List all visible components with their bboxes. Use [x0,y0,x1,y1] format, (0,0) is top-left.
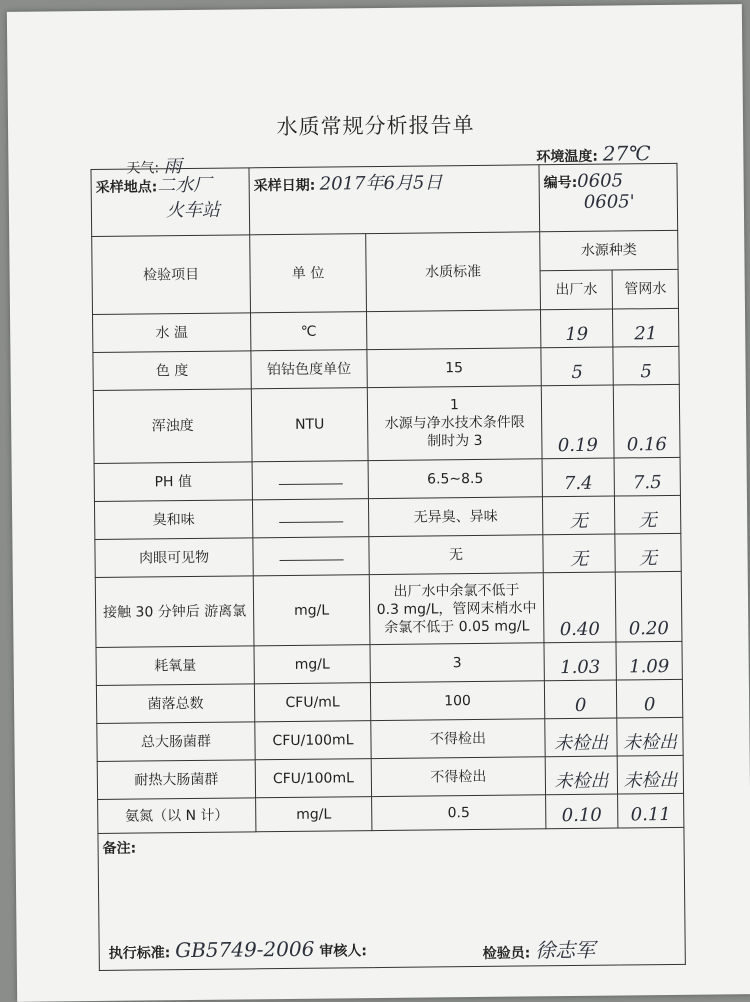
handwritten-value: 21 [634,323,658,345]
header-source-type: 水源种类 [540,230,678,270]
handwritten-value: 无 [569,548,589,571]
standard-line: 0.3 mg/L，管网末梢水中 [376,599,537,618]
factory-water-value [544,680,616,719]
handwritten-value: 7.5 [632,472,662,494]
sampling-date-value: 2017年6月5日 [319,172,443,195]
handwritten-value: 无 [638,548,658,570]
sample-code-cell [539,163,678,231]
test-unit: mg/L [256,797,372,832]
header-unit: 单 位 [250,234,367,313]
table-row [96,679,682,723]
test-item: 耗氧量 [96,646,254,686]
header-standard: 水质标准 [366,232,541,312]
pipe-water-value [614,457,680,496]
handwritten-value: 0.20 [628,617,669,640]
handwritten-value: 7.4 [563,472,593,495]
pipe-water-value [612,308,678,347]
handwritten-value: 5 [571,361,583,383]
table-row [96,641,682,685]
table-row [93,346,679,390]
blank-line [279,553,343,561]
handwritten-value: 0.40 [559,618,600,641]
pipe-water-value [617,755,683,794]
test-unit: CFU/mL [254,683,370,722]
standard-line: 无 [448,546,464,563]
test-unit [252,499,368,538]
factory-water-value [544,642,616,681]
inspector-value: 徐志军 [535,937,596,963]
footer-right [483,934,596,964]
handwritten-value: 0.19 [557,434,599,457]
standard-line: 不得检出 [429,730,487,747]
handwritten-value: 0 [574,694,587,716]
pipe-water-value [613,346,679,385]
table-row [97,717,683,761]
quality-standard [369,535,543,575]
test-unit [253,537,369,576]
env-temp-value: 27℃ [602,141,651,166]
pipe-water-value [618,793,684,828]
pipe-water-value [616,641,682,680]
quality-standard [368,459,542,499]
quality-standard [372,795,546,831]
inspector-label: 检验员: [482,945,531,962]
handwritten-value: 无 [569,510,588,533]
standard-line: 不得检出 [430,768,487,785]
handwritten-value: 未检出 [622,731,678,754]
test-item: 氨氮（以 N 计） [98,798,256,834]
test-item: 接触 30 分钟后 游离氯 [95,576,254,648]
standard-line: 制时为 3 [427,432,483,450]
quality-standard [368,497,542,537]
quality-standard [367,348,541,388]
handwritten-value: 1.03 [560,656,601,679]
sampling-location-line2: 火车站 [165,199,221,222]
factory-water-value [543,534,615,573]
standard-line: 出厂水中余氯不低于 [393,582,520,600]
sampling-date-label: 采样日期: [253,177,316,195]
footer-left [109,936,367,963]
report-title: 水质常规分析报告单 [276,112,475,140]
analysis-table [90,163,685,971]
standard-line: 3 [452,654,462,671]
quality-standard [370,643,544,683]
table-row [97,755,683,799]
factory-water-value [546,794,618,829]
test-unit [252,461,368,500]
sampling-row [91,163,678,236]
table-row [93,384,680,463]
test-unit: mg/L [254,645,370,684]
reviewer-label: 审核人: [319,943,367,960]
test-item: 菌落总数 [96,684,254,724]
test-item: 水 温 [93,313,251,353]
test-item: 肉眼可见物 [95,538,253,578]
test-item: PH 值 [94,462,252,502]
test-item: 总大肠菌群 [97,722,255,762]
standard-line: 0.5 [447,804,470,821]
pipe-water-value [616,679,682,718]
test-unit: CFU/100mL [255,759,371,798]
table-row [94,457,680,501]
test-unit: ℃ [251,312,367,351]
factory-water-value [541,347,613,386]
sample-code-line1: 0605 [577,170,624,192]
sample-code-line2: 0605' [583,191,635,213]
quality-standard [371,757,545,797]
table-row [94,495,680,539]
table-row [95,571,682,647]
test-unit: mg/L [253,575,370,646]
header-item: 检验项目 [92,235,251,315]
factory-water-value [545,756,617,795]
quality-standard [367,386,542,461]
blank-line [278,477,342,485]
blank-line [279,515,343,523]
test-item: 浑浊度 [93,389,252,464]
table-row [93,308,679,352]
sample-code-label: 编号: [543,174,578,192]
header-factory-water: 出厂水 [540,270,612,310]
quality-standard [370,681,544,721]
handwritten-value: 5 [640,361,652,383]
exec-standard-value: GB5749-2006 [175,936,315,963]
weather-label: 天气: [126,160,160,177]
test-unit: NTU [251,388,368,462]
test-item: 色 度 [93,351,251,391]
test-item: 臭和味 [94,500,252,540]
handwritten-value: 0.11 [630,803,671,826]
sampling-location-label: 采样地点: [95,179,158,196]
header-row [92,230,678,275]
factory-water-value [542,496,614,535]
sampling-location-line1: 二水厂 [157,174,212,197]
factory-water-value [542,458,614,497]
env-temp-label: 环境温度: [536,148,599,166]
pipe-water-value [614,495,680,534]
test-unit: 铂钴色度单位 [251,350,367,389]
sampling-date-cell [249,165,540,235]
handwritten-value: 未检出 [623,769,678,792]
factory-water-value [540,309,612,348]
pipe-water-value [615,571,682,642]
standard-line: 1 [449,397,460,414]
pipe-water-value [615,533,681,572]
exec-standard-label: 执行标准: [108,945,171,962]
standard-line: 6.5~8.5 [427,470,484,487]
pipe-water-value [613,384,680,458]
quality-standard [369,573,544,645]
test-unit: CFU/100mL [255,721,371,760]
test-item: 耐热大肠菌群 [97,760,255,800]
handwritten-value: 未检出 [553,732,609,755]
quality-standard [366,310,540,350]
weather-value: 雨 [163,156,182,178]
handwritten-value: 0.16 [626,433,668,456]
factory-water-value [543,572,616,643]
handwritten-value: 0.10 [561,804,602,827]
sampling-location-cell [91,168,250,237]
handwritten-value: 未检出 [554,770,609,793]
standard-line: 无异臭、异味 [413,508,498,526]
handwritten-value: 0 [643,694,656,716]
standard-line: 100 [444,692,472,709]
standard-line: 15 [445,359,464,376]
standard-line: 余氯不低于 0.05 mg/L [384,617,530,636]
factory-water-value [545,718,617,757]
remarks-label: 备注: [102,840,137,857]
quality-standard [371,719,545,759]
handwritten-value: 1.09 [629,655,670,678]
table-row [95,533,681,577]
header-pipe-water: 管网水 [612,269,678,309]
handwritten-value: 无 [638,510,657,532]
pipe-water-value [617,717,683,756]
handwritten-value: 19 [565,323,589,346]
standard-line: 水源与净水技术条件限 [384,414,525,432]
report-sheet [7,4,750,1002]
factory-water-value [541,385,614,459]
